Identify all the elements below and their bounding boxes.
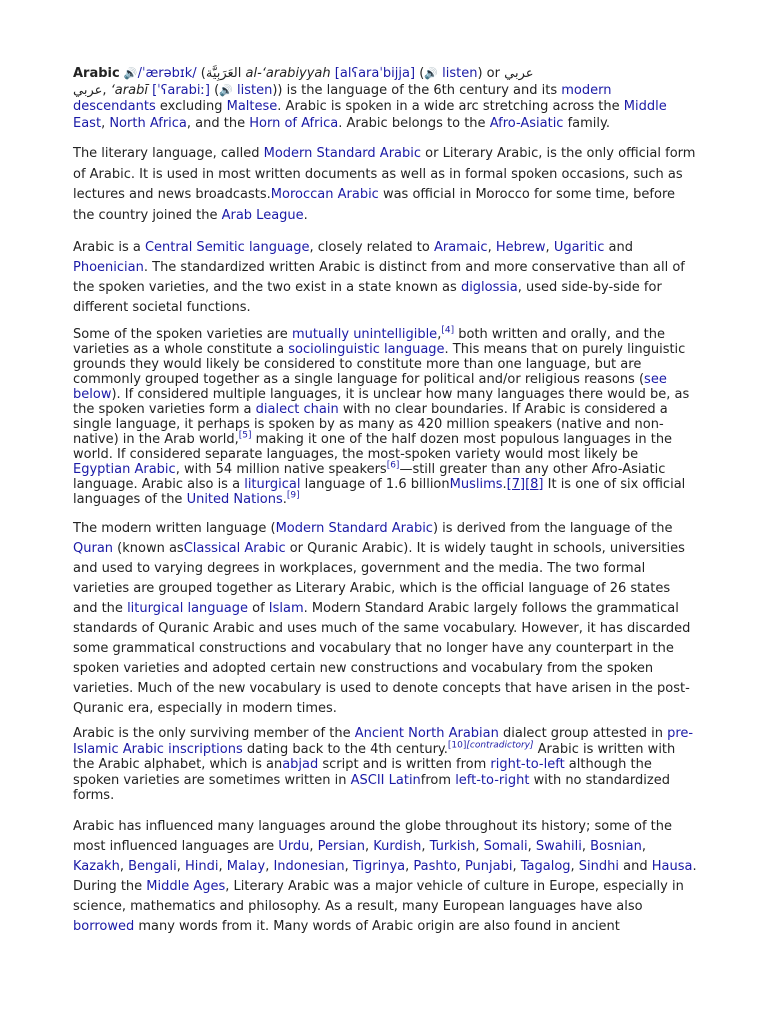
- link-msa[interactable]: Modern Standard Arabic: [275, 521, 433, 536]
- link-lang-punjabi[interactable]: Punjabi: [464, 858, 513, 874]
- link-lang-kazakh[interactable]: Kazakh: [73, 858, 120, 874]
- link-lang-tigrinya[interactable]: Tigrinya: [352, 858, 406, 874]
- paragraph-literary: The literary language, called Modern Standard Arabic or Literary Arabic, is the only official form of Arabic. It is used in most written documents as well as in formal spoken occasions, such as lectures and news broadcasts.Moroccan Arabic was official in Morocco for some time, before the country joined the Arab League.: [73, 146, 696, 223]
- link-lang-persian[interactable]: Persian: [317, 838, 365, 854]
- link-pre-islamic-inscriptions[interactable]: pre-Islamic Arabic inscriptions: [73, 726, 694, 757]
- link-hausa[interactable]: Hausa: [651, 858, 693, 874]
- link-sociolinguistic-language[interactable]: sociolinguistic language: [288, 342, 445, 357]
- paragraph-varieties: Some of the spoken varieties are mutually unintelligible,[4] both written and orally, and the varieties as a whole constitute a sociolinguistic language. This means that on purely linguistic grounds they would likely be considered to constitute more than one language, but are commonly grouped together as a single language for political and/or religious reasons (see below). If considered multiple languages, it is unclear how many languages there would be, as the spoken varieties form a dialect chain with no clear boundaries. If Arabic is considered a single language, it perhaps is spoken by as many as 420 million speakers (native and non-native) in the Arab world,[5] making it one of the half dozen most populous languages in the world. If considered separate languages, the most-spoken variety would most likely be Egyptian Arabic, with 54 million native speakers[6]—still greater than any other Afro-Asiatic language. Arabic also is a liturgical language of 1.6 billionMuslims.[7][8] It is one of six official languages of the United Nations.[9]: [73, 325, 690, 507]
- citation-4[interactable]: [4]: [441, 325, 455, 336]
- link-lang-bengali[interactable]: Bengali: [128, 858, 177, 874]
- citation-5[interactable]: [5]: [238, 430, 252, 441]
- link-moroccan-arabic[interactable]: Moroccan Arabic: [270, 187, 379, 202]
- article-body: [73, 66, 697, 937]
- citation-6[interactable]: [6]: [386, 460, 400, 471]
- ipa-arabic-link[interactable]: [alʕaraˈbijja]: [334, 66, 416, 81]
- citation-7[interactable]: [7]: [506, 477, 526, 492]
- link-lang-hindi[interactable]: Hindi: [184, 858, 219, 874]
- link-lang-urdu[interactable]: Urdu: [278, 838, 310, 854]
- link-borrowed[interactable]: borrowed: [73, 918, 135, 934]
- link-united-nations[interactable]: United Nations: [186, 492, 283, 507]
- link-lang-bosnian[interactable]: Bosnian: [590, 838, 642, 854]
- link-modern-descendants[interactable]: modern descendants: [73, 82, 612, 114]
- speaker-icon[interactable]: 🔊: [219, 83, 233, 97]
- link-diglossia[interactable]: diglossia: [460, 280, 518, 295]
- speaker-icon[interactable]: 🔊: [424, 67, 438, 80]
- link-maltese[interactable]: Maltese: [226, 99, 278, 114]
- link-afro-asiatic[interactable]: Afro-Asiatic: [489, 115, 564, 131]
- link-lang-turkish[interactable]: Turkish: [429, 838, 476, 854]
- link-north-africa[interactable]: North Africa: [109, 115, 187, 131]
- link-lang-indonesian[interactable]: Indonesian: [273, 858, 345, 874]
- ipa-arabi-link[interactable]: [ˈʕarabiː]: [152, 82, 210, 98]
- link-islam[interactable]: Islam: [268, 601, 304, 616]
- link-liturgical[interactable]: liturgical: [244, 477, 301, 492]
- paragraph-intro: Arabic 🔊/ˈærəbɪk/ (العَرَبِيَّة al-ʻarabiyyah [alʕaraˈbijja] (🔊 listen) or عربي عربي, ʻarabī [ˈʕarabiː] (🔊 listen)) is the language of the 6th century and its modern descendants excluding Maltese. Arabic is spoken in a wide arc stretching across the Middle East, North Africa, and the Horn of Africa. Arabic belongs to the Afro-Asiatic family.: [73, 66, 667, 131]
- listen-link[interactable]: listen: [442, 66, 478, 81]
- paragraph-ancient-north-arabian: Arabic is the only surviving member of the Ancient North Arabian dialect group attested in pre-Islamic Arabic inscriptions dating back to the 4th century.[10][contradictory] Arabic is written with the Arabic alphabet, which is anabjad script and is written from right-to-left although the spoken varieties are sometimes written in ASCII Latinfrom left-to-right with no standardized forms.: [73, 726, 694, 803]
- paragraph-influence: Arabic has influenced many languages around the globe throughout its history; some of the most influenced languages are Urdu, Persian, Kurdish, Turkish, Somali, Swahili, Bosnian, Kazakh, Bengali, Hindi, Malay, Indonesian, Tigrinya, Pashto, Punjabi, Tagalog, Sindhi and Hausa. During the Middle Ages, Literary Arabic was a major vehicle of culture in Europe, especially in science, mathematics and philosophy. As a result, many European languages have also borrowed many words from it. Many words of Arabic origin are also found in ancient: [73, 818, 697, 934]
- link-lang-sindhi[interactable]: Sindhi: [578, 858, 620, 874]
- citation-10[interactable]: [10]: [447, 740, 467, 751]
- link-right-to-left[interactable]: right-to-left: [490, 757, 565, 772]
- link-lang-tagalog[interactable]: Tagalog: [520, 858, 571, 874]
- speaker-icon[interactable]: 🔊: [123, 67, 138, 80]
- link-hebrew[interactable]: Hebrew: [495, 240, 546, 255]
- paragraph-modern-written: The modern written language (Modern Standard Arabic) is derived from the language of the Quran (known asClassical Arabic or Quranic Arabic). It is widely taught in schools, universities and used to varying degrees in workplaces, government and the media. The two formal varieties are grouped together as Literary Arabic, which is the official language of 26 states and the liturgical language of Islam. Modern Standard Arabic largely follows the grammatical standards of Quranic Arabic and uses much of the same vocabulary. However, it has discarded some grammatical constructions and vocabulary that no longer have any counterpart in the spoken varieties and adopted certain new constructions and vocabulary from the spoken varieties. Much of the new vocabulary is used to denote concepts that have arisen in the post-Quranic era, especially in modern times.: [73, 521, 691, 716]
- link-lang-malay[interactable]: Malay: [226, 858, 266, 874]
- link-phoenician[interactable]: Phoenician: [73, 260, 144, 275]
- link-liturgical-language[interactable]: liturgical language: [127, 601, 248, 616]
- link-lang-swahili[interactable]: Swahili: [535, 838, 582, 854]
- link-arab-league[interactable]: Arab League: [221, 207, 304, 223]
- citation-contradictory[interactable]: [contradictory]: [466, 740, 534, 751]
- link-see-below[interactable]: see below: [73, 372, 667, 402]
- link-muslims[interactable]: Muslims: [449, 477, 503, 492]
- link-dialect-chain[interactable]: dialect chain: [255, 402, 339, 417]
- ipa-link[interactable]: /ˈærəbɪk/: [137, 66, 197, 81]
- link-ascii-latin[interactable]: ASCII Latin: [350, 772, 421, 788]
- article-title: Arabic: [73, 66, 120, 81]
- language-links: Urdu, Persian, Kurdish, Turkish, Somali, Swahili, Bosnian, Kazakh, Bengali, Hindi, Malay, Indonesian, Tigrinya, Pashto, Punjabi, Tagalog, Sindhi: [73, 838, 646, 874]
- link-abjad[interactable]: abjad: [282, 757, 319, 772]
- link-egyptian-arabic[interactable]: Egyptian Arabic: [73, 462, 176, 477]
- link-horn-of-africa[interactable]: Horn of Africa: [249, 115, 339, 131]
- link-lang-pashto[interactable]: Pashto: [413, 858, 457, 874]
- link-ugaritic[interactable]: Ugaritic: [553, 240, 605, 255]
- citation-8[interactable]: [8]: [525, 477, 544, 492]
- paragraph-semitic: Arabic is a Central Semitic language, closely related to Aramaic, Hebrew, Ugaritic and Phoenician. The standardized written Arabic is distinct from and more conservative than all of the spoken varieties, and the two exist in a state known as diglossia, used side-by-side for different societal functions.: [73, 240, 685, 315]
- link-mutually-unintelligible[interactable]: mutually unintelligible: [291, 327, 438, 342]
- link-lang-kurdish[interactable]: Kurdish: [373, 838, 422, 854]
- link-classical-arabic[interactable]: Classical Arabic: [183, 541, 286, 556]
- link-middle-east[interactable]: Middle East: [73, 99, 667, 131]
- link-left-to-right[interactable]: left-to-right: [455, 772, 530, 788]
- link-lang-somali[interactable]: Somali: [483, 838, 528, 854]
- link-quran[interactable]: Quran: [73, 541, 114, 556]
- arabic-script: العَرَبِيَّة: [205, 66, 242, 81]
- link-central-semitic[interactable]: Central Semitic language: [144, 240, 310, 255]
- link-middle-ages[interactable]: Middle Ages: [146, 878, 226, 894]
- link-aramaic[interactable]: Aramaic: [433, 240, 488, 255]
- citation-9[interactable]: [9]: [286, 490, 300, 501]
- link-msa[interactable]: Modern Standard Arabic: [263, 146, 422, 161]
- listen-link[interactable]: listen: [237, 82, 273, 98]
- link-ancient-north-arabian[interactable]: Ancient North Arabian: [354, 726, 499, 741]
